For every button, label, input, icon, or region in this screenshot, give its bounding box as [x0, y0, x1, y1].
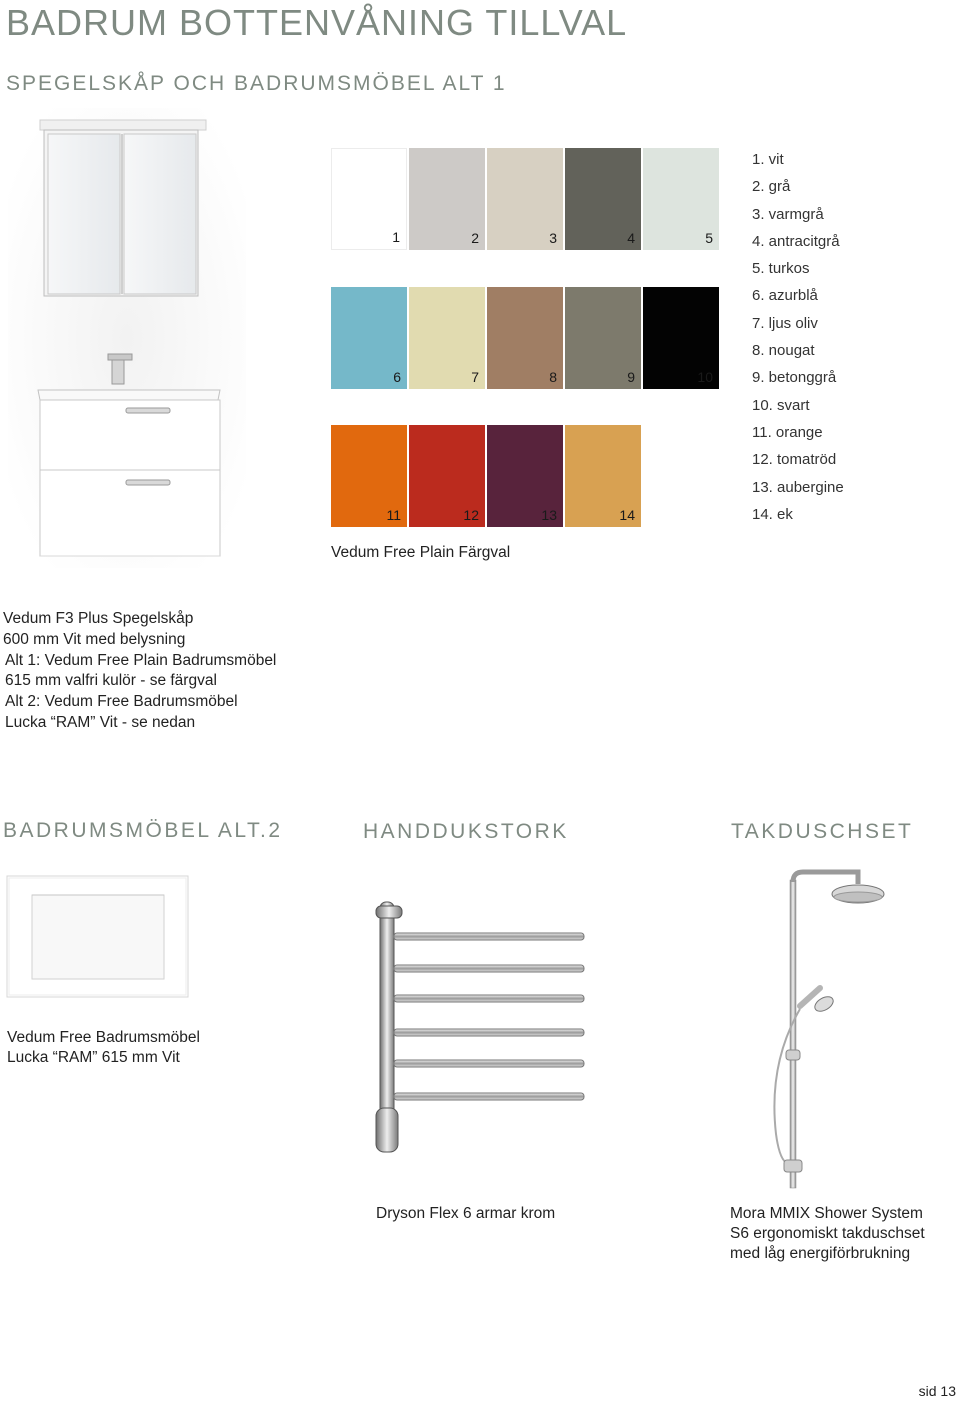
swatch-10: 10 [643, 287, 719, 389]
swatch-4: 4 [565, 148, 641, 250]
section-title-alt2: BADRUMSMÖBEL ALT.2 [3, 819, 283, 842]
towel-warmer-image [370, 898, 590, 1164]
shower-set-caption: Mora MMIX Shower System S6 ergonomiskt takduschset med låg energiförbrukning [730, 1205, 925, 1262]
legend-item: 8. nougat [752, 342, 815, 360]
swatch-6: 6 [331, 287, 407, 389]
alt2-caption: Vedum Free Badrumsmöbel Lucka “RAM” 615 mm Vit [7, 1029, 200, 1066]
legend-item: 4. antracitgrå [752, 232, 840, 250]
swatch-caption: Vedum Free Plain Färgval [331, 544, 511, 561]
description-line: Alt 1: Vedum Free Plain Badrumsmöbel [5, 651, 277, 669]
swatch-5: 5 [643, 148, 719, 250]
swatch-7: 7 [409, 287, 485, 389]
legend-item: 1. vit [752, 151, 784, 168]
section-title-shower-set: TAKDUSCHSET [731, 820, 914, 843]
legend-item: 14. ek [752, 505, 793, 523]
swatch-1: 1 [331, 148, 407, 250]
drawer-front-image [6, 875, 190, 999]
swatch-11: 11 [331, 425, 407, 527]
page-subtitle: SPEGELSKÅP OCH BADRUMSMÖBEL ALT 1 [6, 72, 507, 95]
swatch-13: 13 [487, 425, 563, 527]
section-title-towel-warmer: HANDDUKSTORK [363, 820, 569, 843]
legend-item: 11. orange [752, 423, 823, 441]
legend-item: 12. tomatröd [752, 451, 837, 469]
swatch-8: 8 [487, 287, 563, 389]
towel-warmer-caption: Dryson Flex 6 armar krom [376, 1205, 556, 1222]
legend-item: 5. turkos [752, 260, 810, 278]
swatch-3: 3 [487, 148, 563, 250]
legend-item: 3. varmgrå [752, 205, 824, 223]
swatch-9: 9 [565, 287, 641, 389]
description-line: 600 mm Vit med belysning [3, 630, 186, 648]
legend-item: 2. grå [752, 178, 791, 196]
color-legend [752, 146, 844, 528]
legend-item: 13. aubergine [752, 478, 844, 496]
description-line: Vedum F3 Plus Spegelskåp [3, 610, 194, 627]
page-number: sid 13 [918, 1383, 956, 1399]
legend-item: 7. ljus oliv [752, 314, 818, 332]
legend-item: 9. betonggrå [752, 369, 837, 387]
page-title: BADRUM BOTTENVÅNING TILLVAL [6, 2, 628, 43]
legend-item: 10. svart [752, 396, 810, 414]
legend-item: 6. azurblå [752, 287, 818, 305]
swatch-2: 2 [409, 148, 485, 250]
description-line: 615 mm valfri kulör - se färgval [5, 672, 217, 690]
product-description [3, 609, 276, 734]
swatch-12: 12 [409, 425, 485, 527]
description-line: Alt 2: Vedum Free Badrumsmöbel [5, 693, 238, 711]
description-line: Lucka “RAM” Vit - se nedan [5, 713, 196, 731]
shower-set-image [746, 864, 896, 1190]
swatch-14: 14 [565, 425, 641, 527]
mirror-cabinet-vanity-image [8, 108, 246, 568]
